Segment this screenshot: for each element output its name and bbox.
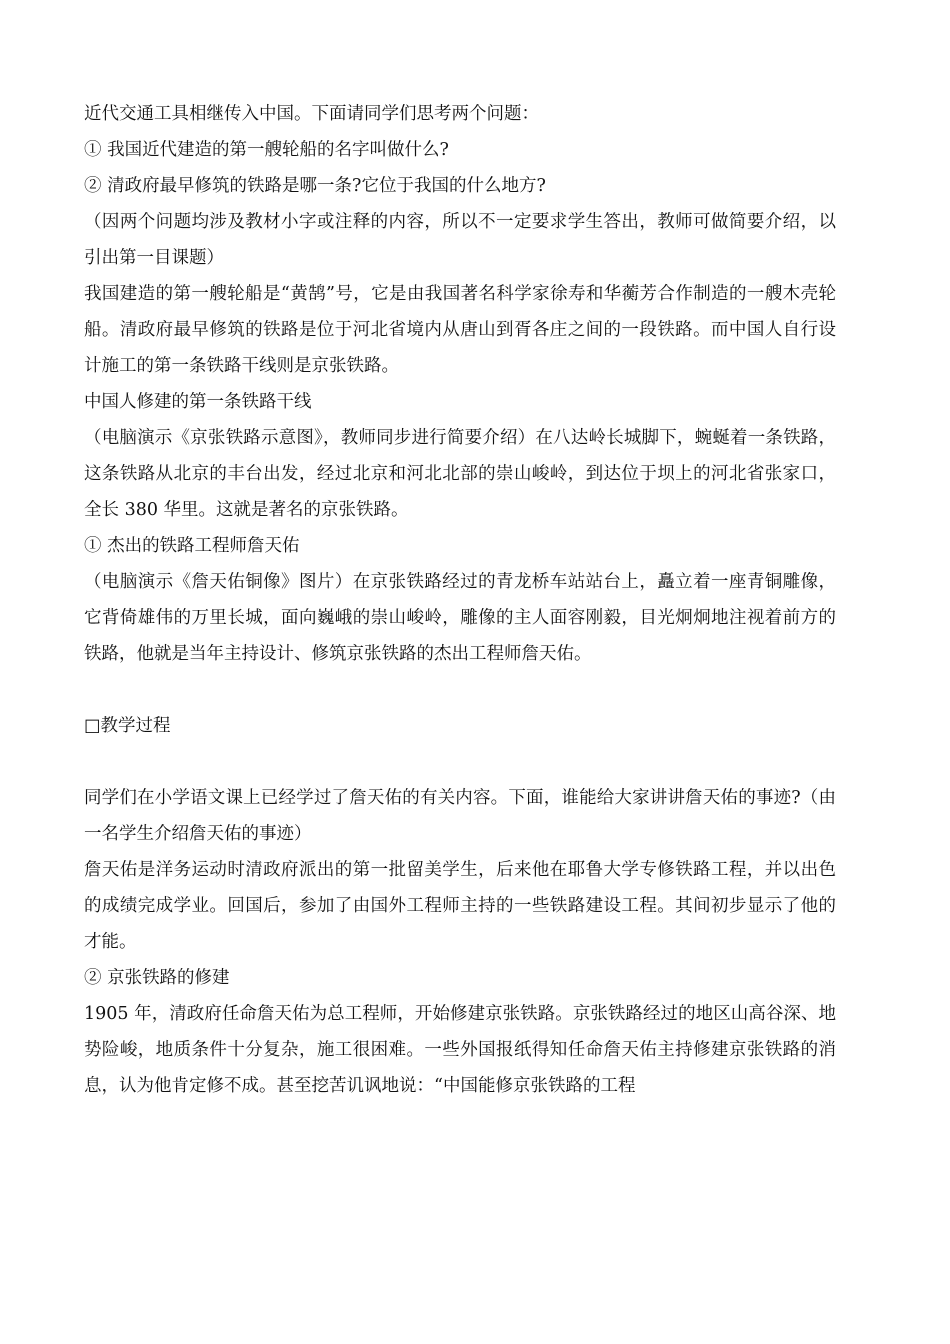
paragraph-intro: 近代交通工具相继传入中国。下面请同学们思考两个问题： <box>84 104 539 124</box>
spacer <box>84 672 836 708</box>
question-2: ② 清政府最早修筑的铁路是哪一条?它位于我国的什么地方? <box>84 176 546 196</box>
teacher-note: （因两个问题均涉及教材小字或注释的内容，所以不一定要求学生答出，教师可做简要介绍，以引出第一目课题） <box>84 212 836 268</box>
question-1: ① 我国近代建造的第一艘轮船的名字叫做什么? <box>84 140 449 160</box>
document-body <box>84 96 836 1104</box>
subheading-zhan-tianyou: ① 杰出的铁路工程师詹天佑 <box>84 536 300 556</box>
section-heading-first-railway: 中国人修建的第一条铁路干线 <box>84 392 312 412</box>
section-heading-teaching-process: □教学过程 <box>84 716 171 736</box>
answer-paragraph: 我国建造的第一艘轮船是“黄鹄”号，它是由我国著名科学家徐寿和华蘅芳合作制造的一艘木壳轮船。清政府最早修筑的铁路是位于河北省境内从唐山到胥各庄之间的一段铁路。而中国人自行设计施工的第一条铁路干线则是京张铁路。 <box>84 284 836 376</box>
jingzhang-intro-paragraph: （电脑演示《京张铁路示意图》，教师同步进行简要介绍）在八达岭长城脚下，蜿蜒着一条铁路，这条铁路从北京的丰台出发，经过北京和河北北部的崇山峻岭，到达位于坝上的河北省张家口，全长 380 华里。这就是著名的京张铁路。 <box>84 428 836 520</box>
subheading-construction: ② 京张铁路的修建 <box>84 968 230 988</box>
spacer <box>84 744 836 780</box>
statue-paragraph: （电脑演示《詹天佑铜像》图片）在京张铁路经过的青龙桥车站站台上，矗立着一座青铜雕像，它背倚雄伟的万里长城，面向巍峨的崇山峻岭，雕像的主人面容刚毅，目光炯炯地注视着前方的铁路，他就是当年主持设计、修筑京张铁路的杰出工程师詹天佑。 <box>84 572 836 664</box>
biography-paragraph: 詹天佑是洋务运动时清政府派出的第一批留美学生，后来他在耶鲁大学专修铁路工程，并以出色的成绩完成学业。回国后，参加了由国外工程师主持的一些铁路建设工程。其间初步显示了他的才能。 <box>84 860 836 952</box>
construction-paragraph: 1905 年，清政府任命詹天佑为总工程师，开始修建京张铁路。京张铁路经过的地区山高谷深、地势险峻，地质条件十分复杂，施工很困难。一些外国报纸得知任命詹天佑主持修建京张铁路的消息，认为他肯定修不成。甚至挖苦讥讽地说：“中国能修京张铁路的工程 <box>84 1004 836 1096</box>
class-question-paragraph: 同学们在小学语文课上已经学过了詹天佑的有关内容。下面，谁能给大家讲讲詹天佑的事迹?（由一名学生介绍詹天佑的事迹） <box>84 788 836 844</box>
